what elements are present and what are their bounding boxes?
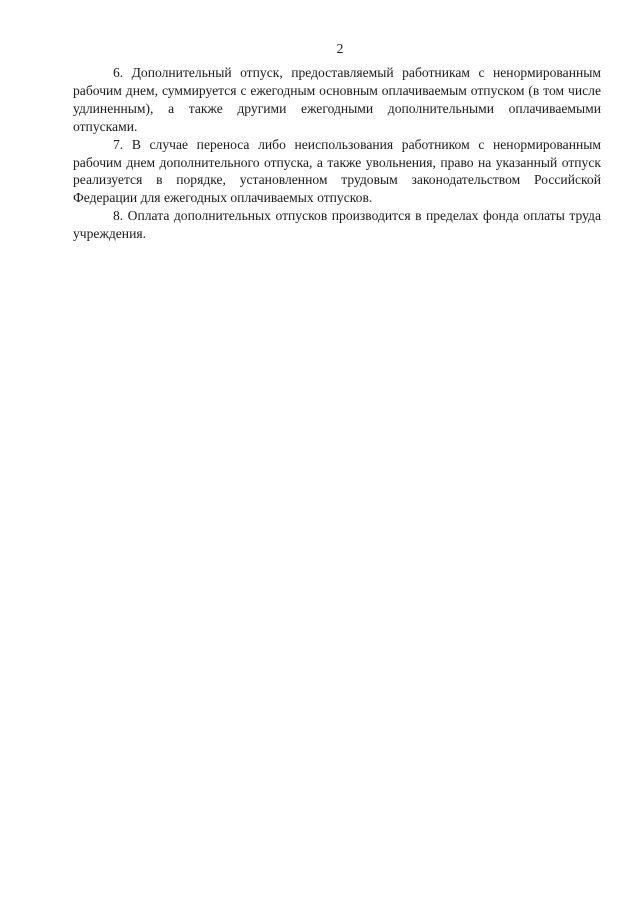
document-body (73, 64, 601, 243)
paragraph-7: 7. В случае переноса либо неиспользования работником с ненормированным рабочим днем дополнительного отпуска, а также увольнения, право на указанный отпуск реализуется в порядке, установленном трудовым законодательством Российской Федерации для ежегодных оплачиваемых отпусков. (73, 136, 601, 206)
paragraph-6: 6. Дополнительный отпуск, предоставляемый работникам с ненормированным рабочим днем, суммируется с ежегодным основным оплачиваемым отпуском (в том числе удлиненным), а также другими ежегодными дополнительными оплачиваемыми отпусками. (73, 65, 601, 134)
page-number: 2 (336, 41, 344, 56)
paragraph-8: 8. Оплата дополнительных отпусков производится в пределах фонда оплаты труда учреждения. (73, 208, 601, 242)
